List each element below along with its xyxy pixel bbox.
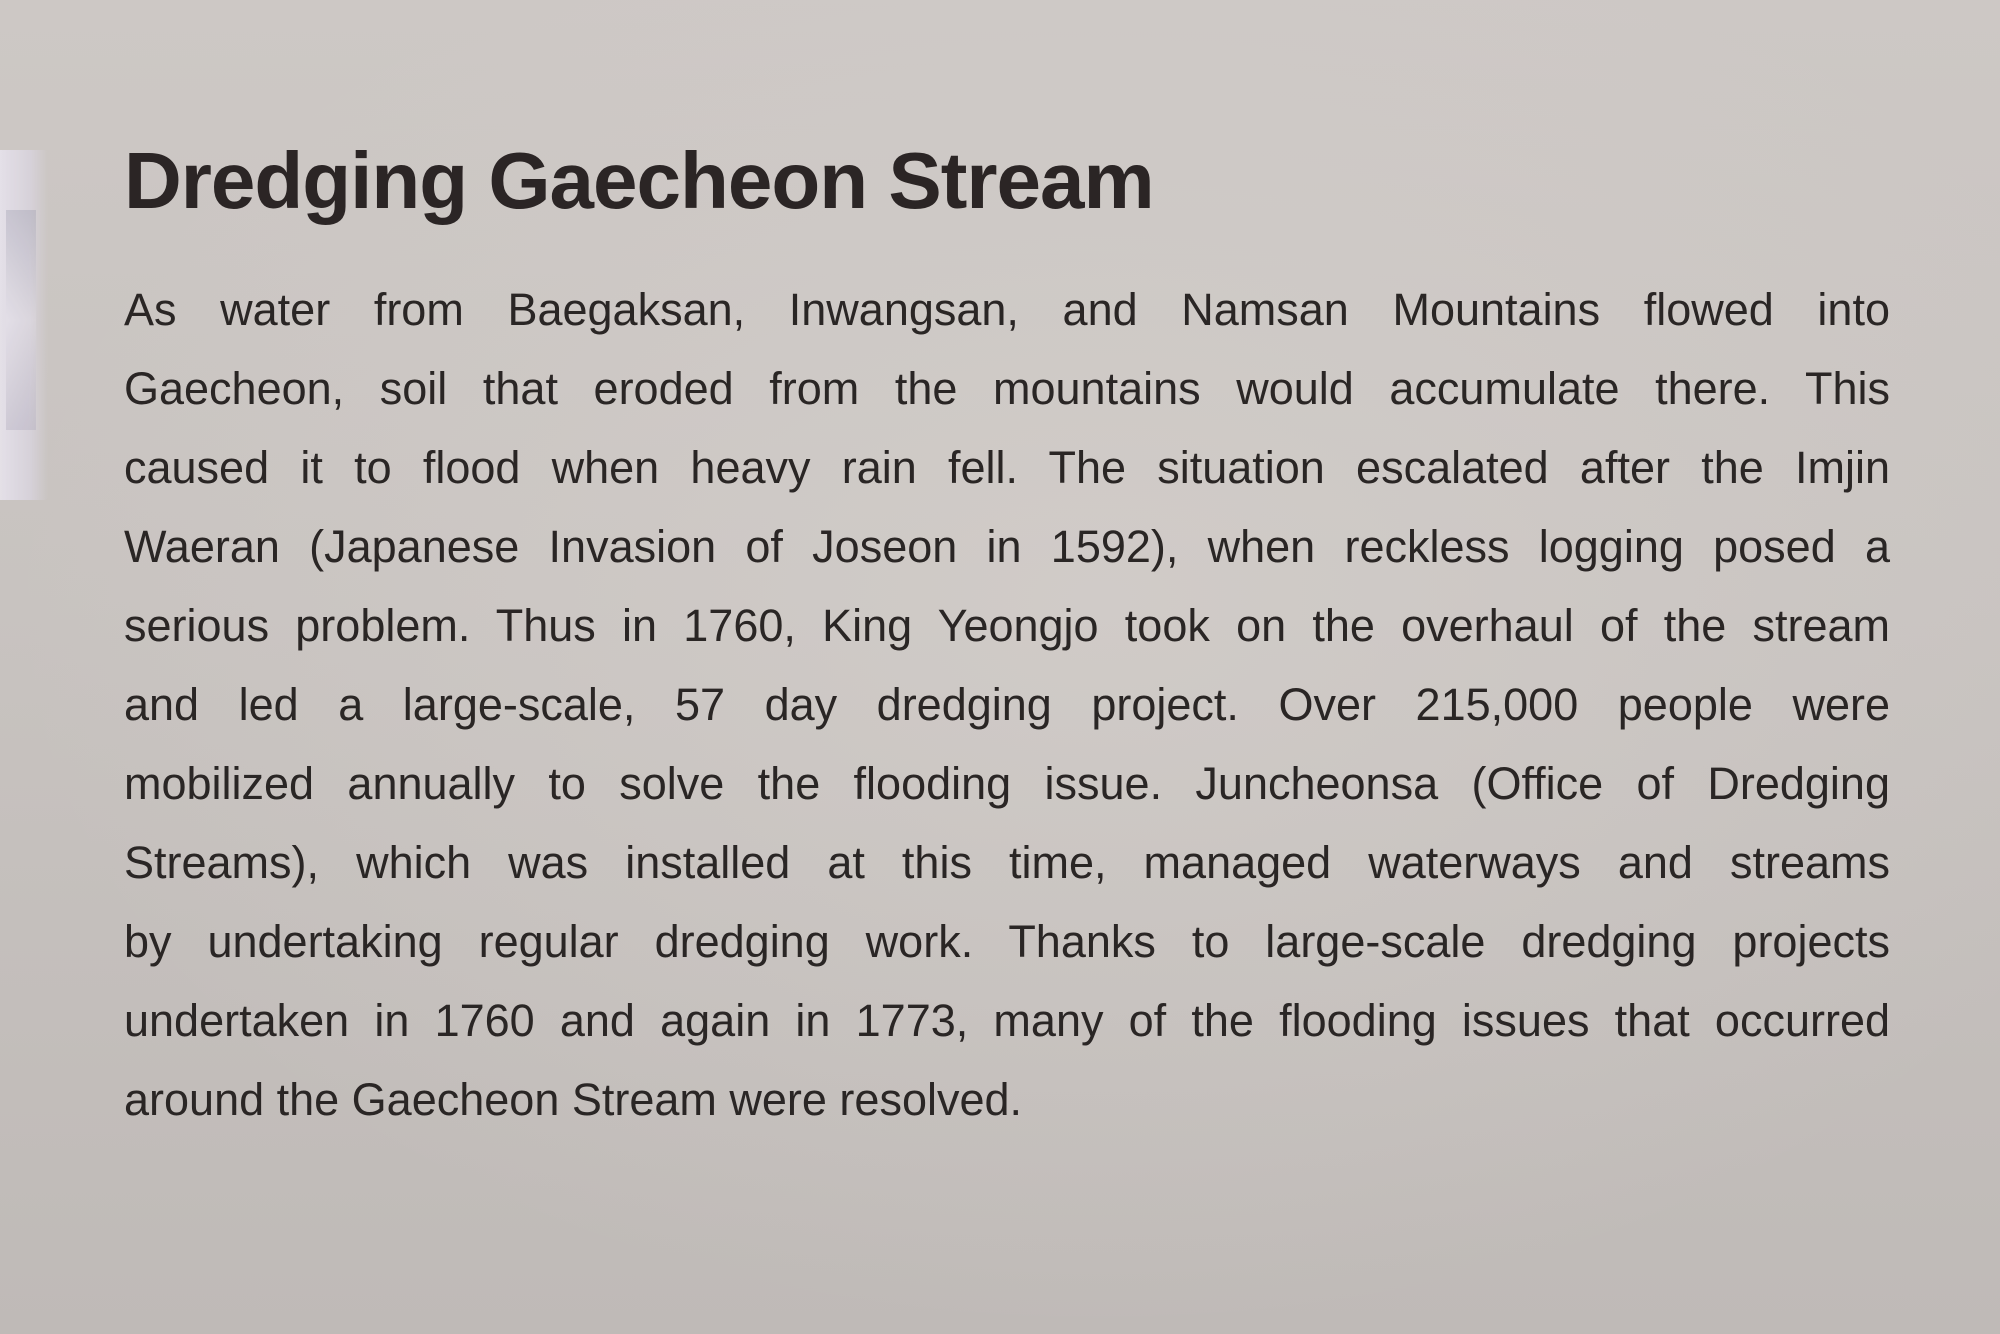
body-line: undertaken in 1760 and again in 1773, many of the flooding issues that occurred xyxy=(124,995,1890,1046)
body-line: As water from Baegaksan, Inwangsan, and Namsan Mountains flowed into xyxy=(124,284,1890,335)
body-line: around the Gaecheon Stream were resolved. xyxy=(124,1074,1023,1125)
body-line: by undertaking regular dredging work. Thanks to large-scale dredging projects xyxy=(124,916,1890,967)
body-line: mobilized annually to solve the flooding issue. Juncheonsa (Office of Dredging xyxy=(124,758,1890,809)
body-line: serious problem. Thus in 1760, King Yeongjo took on the overhaul of the stream xyxy=(124,600,1890,651)
edge-reflection xyxy=(0,150,48,500)
body-line: Gaecheon, soil that eroded from the mountains would accumulate there. This xyxy=(124,363,1890,414)
sign-body-text xyxy=(124,270,1890,1139)
sign-title: Dredging Gaecheon Stream xyxy=(124,136,1154,225)
body-line: and led a large-scale, 57 day dredging project. Over 215,000 people were xyxy=(124,679,1890,730)
body-line: Waeran (Japanese Invasion of Joseon in 1592), when reckless logging posed a xyxy=(124,521,1890,572)
body-line: caused it to flood when heavy rain fell. The situation escalated after the Imjin xyxy=(124,442,1890,493)
body-line: Streams), which was installed at this time, managed waterways and streams xyxy=(124,837,1890,888)
